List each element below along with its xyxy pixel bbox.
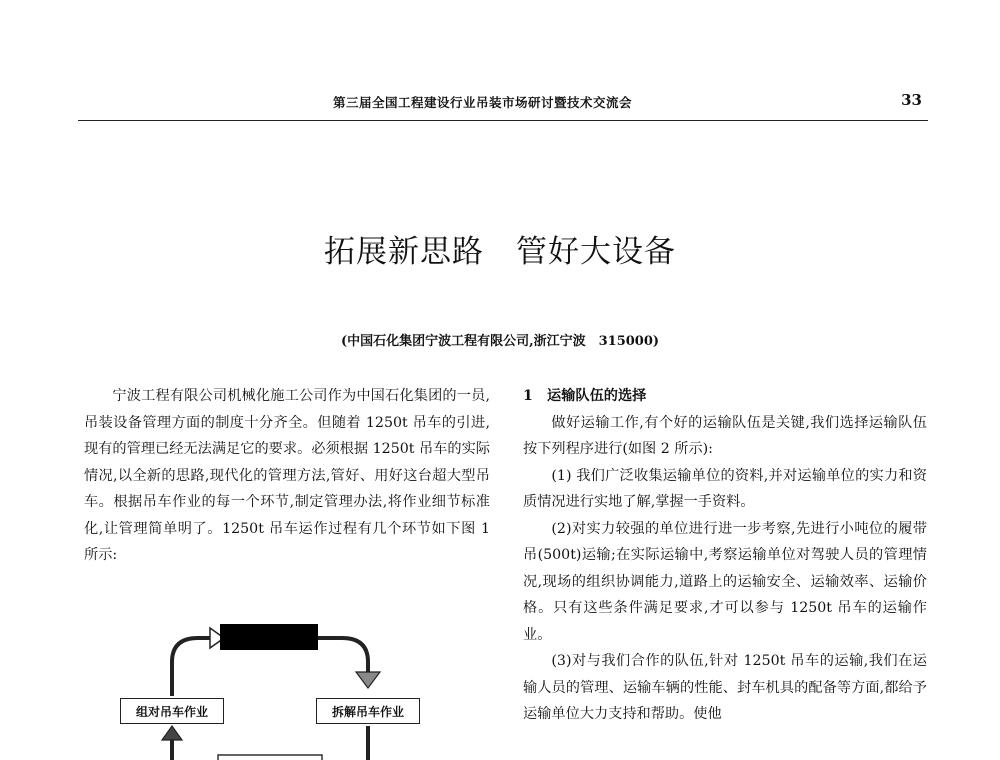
arrow-head-left	[162, 726, 182, 740]
section-heading: 1 运输队伍的选择	[523, 388, 647, 404]
paragraph: (2)对实力较强的单位进行进一步考察,先进行小吨位的履带吊(500t)运输;在实际运输中,考察运输单位对驾驶人员的管理情况,现场的组织协调能力,道路上的运输安全、运输效率、运输价格。只有这些条件满足要求,才可以参与 1250t 吊车的运输作业。	[523, 520, 927, 643]
running-header	[78, 90, 928, 121]
node-assemble-crane: 组对吊车作业	[120, 698, 224, 724]
left-column	[84, 383, 490, 569]
header-title: 第三届全国工程建设行业吊装市场研讨暨技术交流会	[333, 95, 633, 110]
paragraph: (3)对与我们合作的队伍,针对 1250t 吊车的运输,我们在运输人员的管理、运输车辆的性能、封车机具的配备等方面,都给予运输单位大力支持和帮助。使他	[523, 653, 927, 722]
node-dismantle-crane: 拆解吊车作业	[316, 698, 420, 724]
author-affiliation: (中国石化集团宁波工程有限公司,浙江宁波 315000)	[340, 334, 660, 349]
right-column	[523, 383, 927, 728]
bottom-node-partial	[218, 755, 322, 760]
arrow-to-right	[318, 638, 368, 674]
top-node-black	[220, 624, 318, 650]
paragraph: 做好运输工作,有个好的运输队伍是关键,我们选择运输队伍按下列程序进行(如图 2 所示):	[523, 414, 927, 457]
intro-paragraph: 宁波工程有限公司机械化施工公司作为中国石化集团的一员,吊装设备管理方面的制度十分齐全。但随着 1250t 吊车的引进,现有的管理已经无法满足它的要求。必须根据 1250t 吊车的实际情况,以全新的思路,现代化的管理方法,管好、用好这台超大型吊车。根据吊车作业的每一个环节,制定管理办法,将作业细节标准化,让管理简单明了。1250t 吊车运作过程有几个环节如下图 1 所示:	[84, 388, 490, 563]
arrow-to-top	[172, 638, 212, 696]
page-number: 33	[901, 91, 922, 109]
arrow-head-right	[356, 672, 380, 688]
article-title: 拓展新思路 管好大设备	[324, 234, 676, 270]
paragraph: (1) 我们广泛收集运输单位的资料,并对运输单位的实力和资质情况进行实地了解,掌握一手资料。	[523, 467, 927, 510]
process-cycle-diagram	[120, 612, 420, 760]
